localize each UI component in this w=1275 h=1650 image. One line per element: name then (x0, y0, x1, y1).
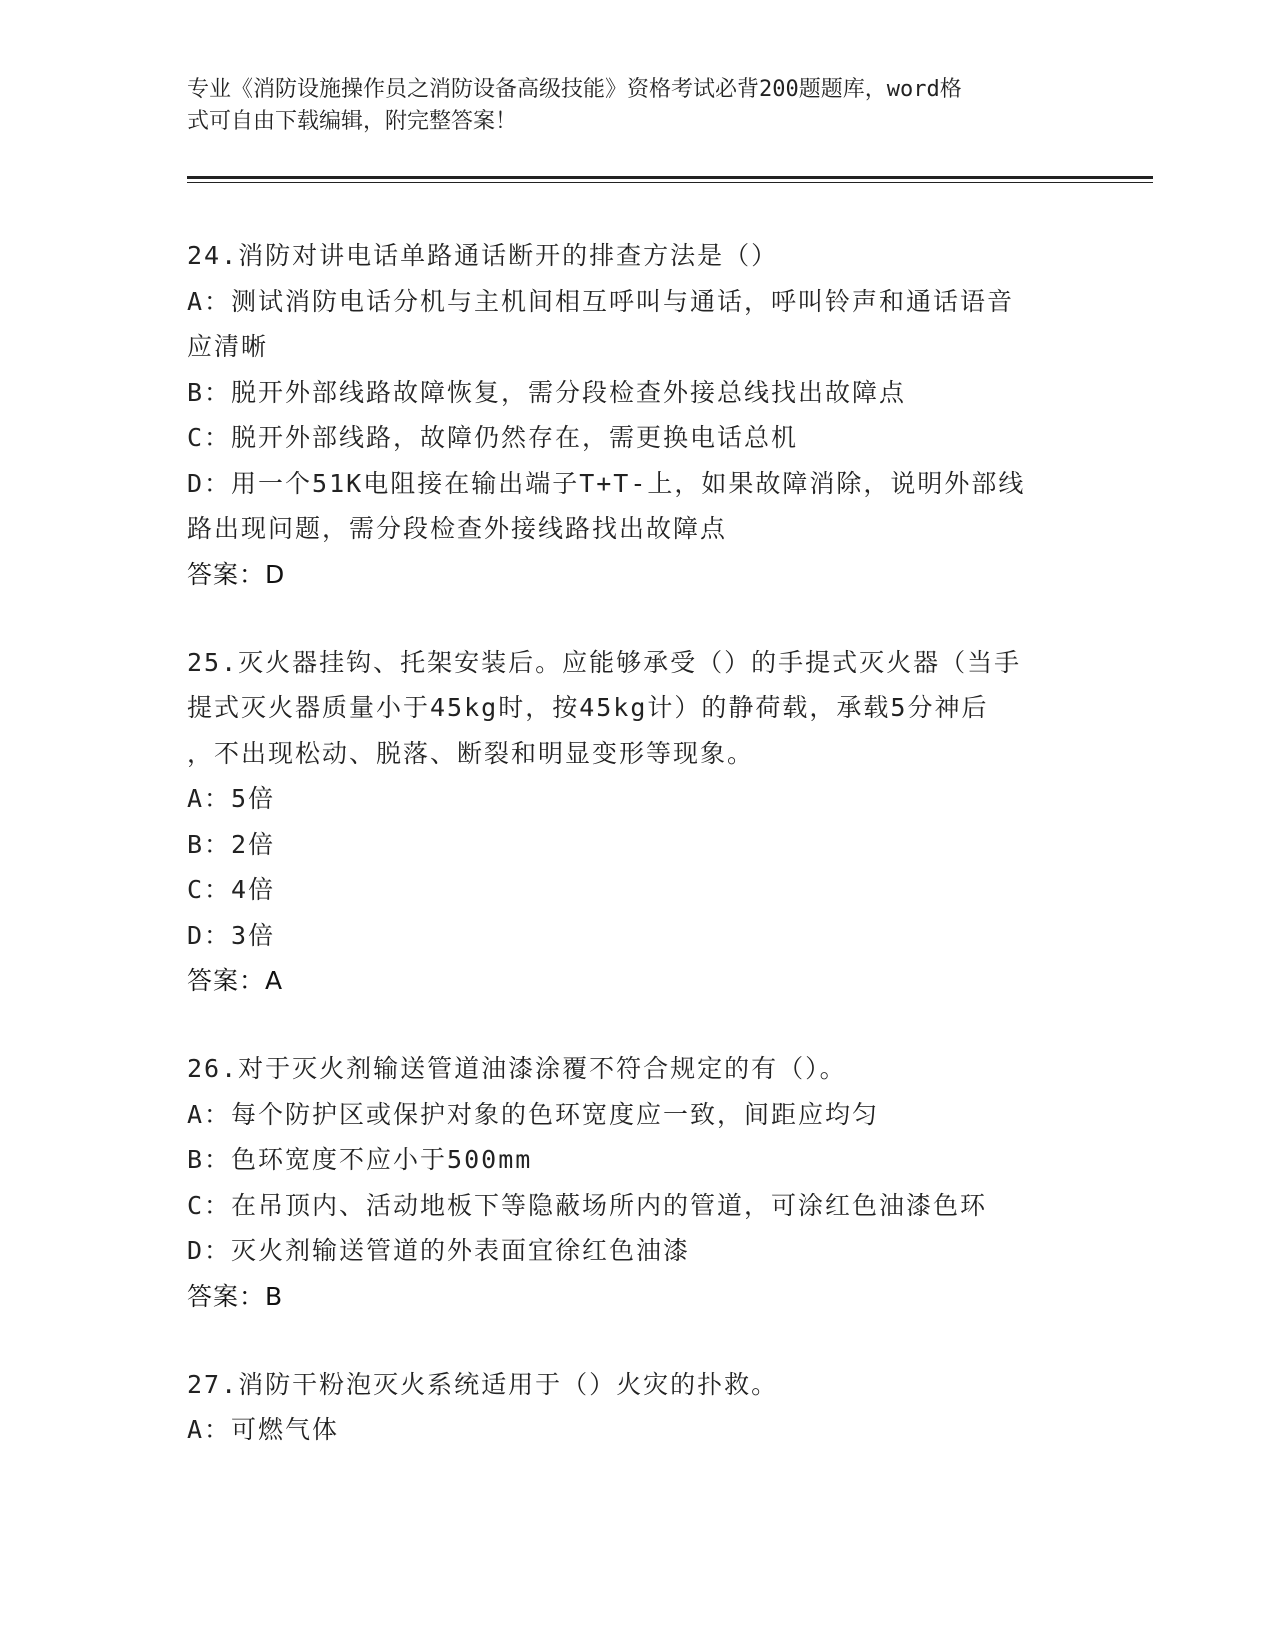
question-list (187, 233, 1087, 1495)
option-d-continued: 路出现问题，需分段检查外接线路找出故障点 (187, 514, 728, 543)
option-a-continued: 应清晰 (187, 332, 269, 361)
question-stem-continued: 提式灭火器质量小于45kg时，按45kg计）的静荷载，承载5分神后 (187, 693, 989, 722)
option-c: C：4倍 (187, 875, 276, 904)
option-d: D：用一个51K电阻接在输出端子T+T-上，如果故障消除，说明外部线 (187, 468, 1026, 498)
option-b: B：2倍 (187, 829, 276, 859)
option-d: D：3倍 (187, 920, 276, 950)
option-c: C：脱开外部线路，故障仍然存在，需更换电话总机 (187, 423, 799, 452)
document-header (187, 74, 1087, 138)
header-line-2: 式可自由下载编辑，附完整答案！ (187, 109, 518, 134)
question-24 (187, 233, 1087, 598)
option-a: A：测试消防电话分机与主机间相互呼叫与通话，呼叫铃声和通话语音 (187, 286, 1015, 316)
option-d: D：灭火剂输送管道的外表面宜徐红色油漆 (187, 1236, 691, 1265)
answer: 答案：D (187, 559, 286, 589)
header-line-1: 专业《消防设施操作员之消防设备高级技能》资格考试必背200题题库，word格 (187, 77, 962, 102)
header-divider-thin (187, 182, 1153, 183)
question-stem: 24.消防对讲电话单路通话断开的排查方法是（） (187, 241, 779, 270)
option-b: B：脱开外部线路故障恢复，需分段检查外接总线找出故障点 (187, 377, 907, 407)
question-27 (187, 1362, 1087, 1453)
option-a: A：每个防护区或保护对象的色环宽度应一致，间距应均匀 (187, 1099, 880, 1129)
option-a: A：5倍 (187, 784, 276, 813)
option-a: A：可燃气体 (187, 1415, 340, 1444)
answer: 答案：A (187, 966, 284, 995)
question-26 (187, 1046, 1087, 1320)
question-stem-continued: ，不出现松动、脱落、断裂和明显变形等现象。 (187, 738, 755, 768)
question-stem: 27.消防干粉泡灭火系统适用于（）火灾的扑救。 (187, 1369, 779, 1399)
answer: 答案：B (187, 1281, 284, 1311)
option-b: B：色环宽度不应小于500mm (187, 1145, 533, 1174)
question-25 (187, 640, 1087, 1005)
option-c: C：在吊顶内、活动地板下等隐蔽场所内的管道，可涂红色油漆色环 (187, 1190, 988, 1220)
header-divider-thick (187, 176, 1153, 179)
question-stem: 26.对于灭火剂输送管道油漆涂覆不符合规定的有（）。 (187, 1054, 847, 1083)
question-stem: 25.灭火器挂钩、托架安装后。应能够承受（）的手提式灭火器（当手 (187, 647, 1022, 677)
